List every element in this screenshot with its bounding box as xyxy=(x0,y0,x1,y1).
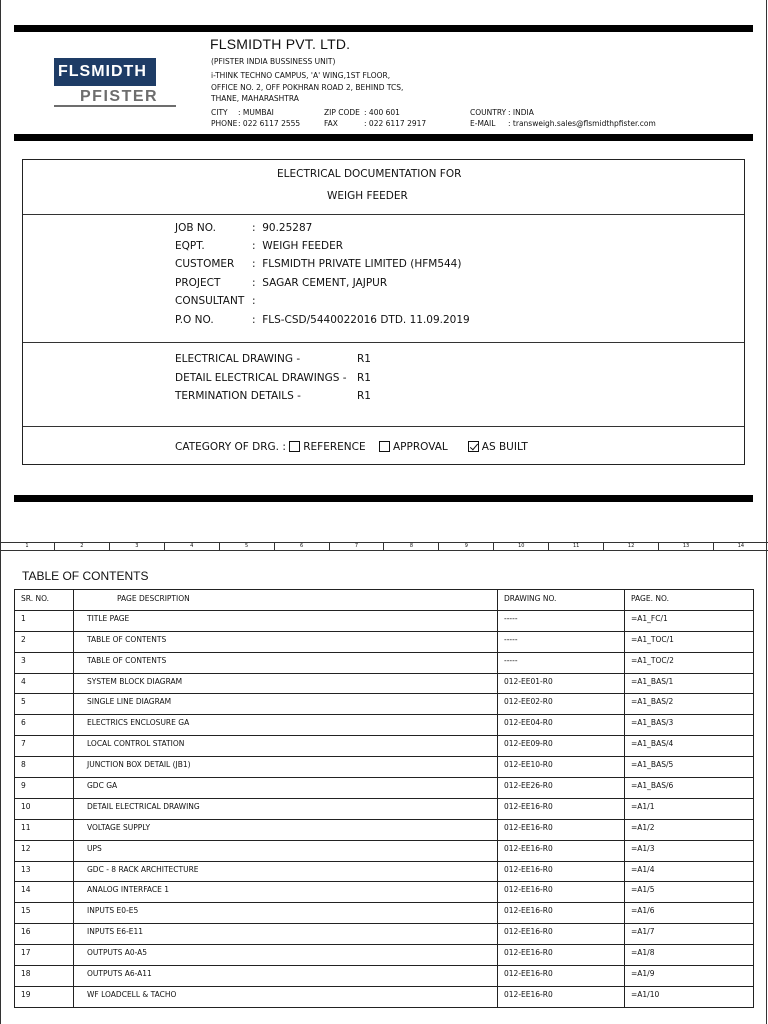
cell-drawing-no: 012-EE10-R0 xyxy=(498,757,625,778)
table-row xyxy=(15,903,754,924)
cell-sr-no: 10 xyxy=(15,798,74,819)
logo-top-text: FLSMIDTH xyxy=(54,58,156,86)
fax-label: FAX xyxy=(324,119,338,128)
category-label: CATEGORY OF DRG. : xyxy=(175,441,286,453)
toc-header-row xyxy=(15,590,754,611)
address-line: OFFICE NO. 2, OFF POKHRAN ROAD 2, BEHIND TCS, xyxy=(211,83,404,92)
cell-drawing-no: 012-EE26-R0 xyxy=(498,778,625,799)
header-bottom-bar xyxy=(14,134,753,141)
table-row xyxy=(15,736,754,757)
table-row xyxy=(15,798,754,819)
cell-page-no: =A1_BAS/5 xyxy=(625,757,754,778)
phone-label: PHONE xyxy=(211,119,238,128)
cell-description: VOLTAGE SUPPLY xyxy=(74,819,498,840)
revision-value: R1 xyxy=(357,372,371,384)
po-no-value: FLS-CSD/5440022016 DTD. 11.09.2019 xyxy=(262,314,470,326)
company-logo xyxy=(54,58,176,108)
cell-sr-no: 6 xyxy=(15,715,74,736)
cell-description: INPUTS E6-E11 xyxy=(74,924,498,945)
table-row xyxy=(15,945,754,966)
cell-drawing-no: ----- xyxy=(498,652,625,673)
project-value: SAGAR CEMENT, JAJPUR xyxy=(262,277,388,289)
cell-sr-no: 1 xyxy=(15,610,74,631)
ruler-cell: 9 xyxy=(439,543,494,550)
cover-divider xyxy=(23,342,744,343)
cell-sr-no: 5 xyxy=(15,694,74,715)
table-row xyxy=(15,610,754,631)
cell-drawing-no: 012-EE04-R0 xyxy=(498,715,625,736)
ruler-cell: 3 xyxy=(110,543,165,550)
column-ruler xyxy=(0,542,768,551)
ruler-cell: 13 xyxy=(659,543,714,550)
cell-drawing-no: 012-EE16-R0 xyxy=(498,903,625,924)
table-row xyxy=(15,986,754,1007)
company-name: FLSMIDTH PVT. LTD. xyxy=(210,36,351,52)
field-label: P.O NO. xyxy=(175,314,214,326)
table-row xyxy=(15,840,754,861)
field-value: : SAGAR CEMENT, JAJPUR xyxy=(252,277,388,289)
col-header-page: PAGE. NO. xyxy=(625,590,754,611)
cell-page-no: =A1/9 xyxy=(625,966,754,987)
cell-description: DETAIL ELECTRICAL DRAWING xyxy=(74,798,498,819)
approval-label: APPROVAL xyxy=(392,441,448,453)
table-row xyxy=(15,861,754,882)
ruler-cell: 10 xyxy=(494,543,549,550)
ruler-cell: 6 xyxy=(275,543,330,550)
col-header-sr: SR. NO. xyxy=(15,590,74,611)
city-text: MUMBAI xyxy=(242,108,274,117)
email-label: E-MAIL xyxy=(470,119,496,128)
cell-drawing-no: 012-EE01-R0 xyxy=(498,673,625,694)
doc-title-line1: ELECTRICAL DOCUMENTATION FOR xyxy=(277,168,462,180)
cell-sr-no: 4 xyxy=(15,673,74,694)
address-line: (PFISTER INDIA BUSSINESS UNIT) xyxy=(211,57,336,66)
cell-drawing-no: 012-EE16-R0 xyxy=(498,945,625,966)
revision-value: R1 xyxy=(357,353,371,365)
cell-description: JUNCTION BOX DETAIL (JB1) xyxy=(74,757,498,778)
reference-label: REFERENCE xyxy=(303,441,366,453)
ruler-cell: 4 xyxy=(165,543,220,550)
cell-description: OUTPUTS A6-A11 xyxy=(74,966,498,987)
city-label: CITY xyxy=(211,108,228,117)
cell-drawing-no: 012-EE16-R0 xyxy=(498,861,625,882)
cell-page-no: =A1/7 xyxy=(625,924,754,945)
table-row xyxy=(15,652,754,673)
eqpt-value: WEIGH FEEDER xyxy=(262,240,344,252)
category-row xyxy=(175,441,528,453)
phone-text: 022 6117 2555 xyxy=(242,119,301,128)
cell-sr-no: 19 xyxy=(15,986,74,1007)
col-header-description: PAGE DESCRIPTION xyxy=(74,590,498,611)
field-value: : FLSMIDTH PRIVATE LIMITED (HFM544) xyxy=(252,258,462,270)
cover-divider xyxy=(23,214,744,215)
cell-drawing-no: 012-EE02-R0 xyxy=(498,694,625,715)
cell-description: GDC GA xyxy=(74,778,498,799)
cell-sr-no: 14 xyxy=(15,882,74,903)
cell-sr-no: 12 xyxy=(15,840,74,861)
cell-page-no: =A1_BAS/4 xyxy=(625,736,754,757)
cell-sr-no: 16 xyxy=(15,924,74,945)
field-value: : 90.25287 xyxy=(252,222,313,234)
ruler-cell: 14 xyxy=(737,543,745,549)
cell-description: SYSTEM BLOCK DIAGRAM xyxy=(74,673,498,694)
field-value: : FLS-CSD/5440022016 DTD. 11.09.2019 xyxy=(252,314,470,326)
cell-description: INPUTS E0-E5 xyxy=(74,903,498,924)
customer-value: FLSMIDTH PRIVATE LIMITED (HFM544) xyxy=(262,258,462,270)
table-row xyxy=(15,882,754,903)
cell-sr-no: 11 xyxy=(15,819,74,840)
zip-value: : 400 601 xyxy=(364,108,400,117)
address-line: THANE, MAHARASHTRA xyxy=(211,94,299,103)
table-row xyxy=(15,631,754,652)
ruler-cell: 12 xyxy=(604,543,659,550)
cell-drawing-no: 012-EE16-R0 xyxy=(498,819,625,840)
ruler-cell: 1 xyxy=(0,543,55,550)
ruler-cell: 11 xyxy=(549,543,604,550)
table-row xyxy=(15,778,754,799)
table-row xyxy=(15,757,754,778)
cell-sr-no: 3 xyxy=(15,652,74,673)
cell-page-no: =A1_BAS/3 xyxy=(625,715,754,736)
email-value: : transweigh.sales@flsmidthpfister.com xyxy=(508,119,656,128)
reference-checkbox[interactable] xyxy=(289,441,300,452)
cell-description: UPS xyxy=(74,840,498,861)
cover-bottom-bar xyxy=(14,495,753,502)
cell-description: SINGLE LINE DIAGRAM xyxy=(74,694,498,715)
cell-drawing-no: ----- xyxy=(498,631,625,652)
zip-label: ZIP CODE xyxy=(324,108,360,117)
cell-page-no: =A1_TOC/2 xyxy=(625,652,754,673)
field-value: : xyxy=(252,295,263,307)
cell-page-no: =A1/10 xyxy=(625,986,754,1007)
table-row xyxy=(15,819,754,840)
cell-description: OUTPUTS A0-A5 xyxy=(74,945,498,966)
cover-divider xyxy=(23,426,744,427)
cell-page-no: =A1/2 xyxy=(625,819,754,840)
cell-sr-no: 17 xyxy=(15,945,74,966)
zip-text: 400 601 xyxy=(368,108,400,117)
email-text: transweigh.sales@flsmidthpfister.com xyxy=(512,119,656,128)
cell-description: WF LOADCELL & TACHO xyxy=(74,986,498,1007)
col-header-drawing: DRAWING NO. xyxy=(498,590,625,611)
cell-description: ELECTRICS ENCLOSURE GA xyxy=(74,715,498,736)
cell-description: GDC - 8 RACK ARCHITECTURE xyxy=(74,861,498,882)
cell-page-no: =A1/4 xyxy=(625,861,754,882)
cell-description: TABLE OF CONTENTS xyxy=(74,631,498,652)
ruler-cell: 5 xyxy=(220,543,275,550)
ruler-cell: 7 xyxy=(330,543,385,550)
table-row xyxy=(15,715,754,736)
cell-drawing-no: 012-EE16-R0 xyxy=(498,966,625,987)
cell-sr-no: 2 xyxy=(15,631,74,652)
field-label: EQPT. xyxy=(175,240,205,252)
ruler-cell: 8 xyxy=(384,543,439,550)
cell-drawing-no: 012-EE16-R0 xyxy=(498,986,625,1007)
revision-value: R1 xyxy=(357,390,371,402)
cell-page-no: =A1/6 xyxy=(625,903,754,924)
cell-page-no: =A1/1 xyxy=(625,798,754,819)
table-row xyxy=(15,673,754,694)
field-value: : WEIGH FEEDER xyxy=(252,240,344,252)
cell-drawing-no: 012-EE09-R0 xyxy=(498,736,625,757)
page-border-right xyxy=(766,0,767,1024)
cell-drawing-no: 012-EE16-R0 xyxy=(498,924,625,945)
as-built-label: AS BUILT xyxy=(481,441,528,453)
as-built-checkbox[interactable] xyxy=(468,441,479,452)
cell-sr-no: 18 xyxy=(15,966,74,987)
logo-bottom-text: PFISTER xyxy=(80,88,159,105)
cell-sr-no: 15 xyxy=(15,903,74,924)
cell-page-no: =A1_FC/1 xyxy=(625,610,754,631)
cell-sr-no: 13 xyxy=(15,861,74,882)
cell-drawing-no: ----- xyxy=(498,610,625,631)
cell-page-no: =A1_BAS/2 xyxy=(625,694,754,715)
cell-sr-no: 9 xyxy=(15,778,74,799)
page-border-left xyxy=(0,0,1,1024)
job-no-value: 90.25287 xyxy=(262,222,313,234)
phone-value: : 022 6117 2555 xyxy=(238,119,301,128)
cell-page-no: =A1_BAS/6 xyxy=(625,778,754,799)
cell-description: TITLE PAGE xyxy=(74,610,498,631)
cell-sr-no: 8 xyxy=(15,757,74,778)
toc-title: TABLE OF CONTENTS xyxy=(22,569,149,583)
fax-value: : 022 6117 2917 xyxy=(364,119,427,128)
field-label: CONSULTANT xyxy=(175,295,245,307)
country-value: : INDIA xyxy=(508,108,534,117)
table-row xyxy=(15,694,754,715)
cell-drawing-no: 012-EE16-R0 xyxy=(498,882,625,903)
table-row xyxy=(15,924,754,945)
country-label: COUNTRY xyxy=(470,108,507,117)
doc-title-line2: WEIGH FEEDER xyxy=(327,190,408,202)
table-row xyxy=(15,966,754,987)
fax-text: 022 6117 2917 xyxy=(368,119,427,128)
approval-checkbox[interactable] xyxy=(379,441,390,452)
cell-page-no: =A1/3 xyxy=(625,840,754,861)
city-value: : MUMBAI xyxy=(238,108,274,117)
cell-drawing-no: 012-EE16-R0 xyxy=(498,798,625,819)
header-top-bar xyxy=(14,25,753,32)
cell-description: ANALOG INTERFACE 1 xyxy=(74,882,498,903)
logo-underline xyxy=(54,105,176,107)
cover-box xyxy=(22,159,745,465)
revision-label: DETAIL ELECTRICAL DRAWINGS - xyxy=(175,372,347,384)
cell-description: LOCAL CONTROL STATION xyxy=(74,736,498,757)
toc-table xyxy=(14,589,754,1008)
field-label: JOB NO. xyxy=(175,222,216,234)
country-text: INDIA xyxy=(512,108,534,117)
cell-drawing-no: 012-EE16-R0 xyxy=(498,840,625,861)
cell-description: TABLE OF CONTENTS xyxy=(74,652,498,673)
toc-body xyxy=(15,610,754,1007)
revision-label: TERMINATION DETAILS - xyxy=(175,390,301,402)
cell-page-no: =A1_BAS/1 xyxy=(625,673,754,694)
cell-page-no: =A1/8 xyxy=(625,945,754,966)
ruler-cell: 2 xyxy=(55,543,110,550)
cell-page-no: =A1/5 xyxy=(625,882,754,903)
cell-page-no: =A1_TOC/1 xyxy=(625,631,754,652)
revision-label: ELECTRICAL DRAWING - xyxy=(175,353,301,365)
field-label: PROJECT xyxy=(175,277,221,289)
field-label: CUSTOMER xyxy=(175,258,235,270)
address-line: i-THINK TECHNO CAMPUS, 'A' WING,1ST FLOOR, xyxy=(211,71,391,80)
cell-sr-no: 7 xyxy=(15,736,74,757)
